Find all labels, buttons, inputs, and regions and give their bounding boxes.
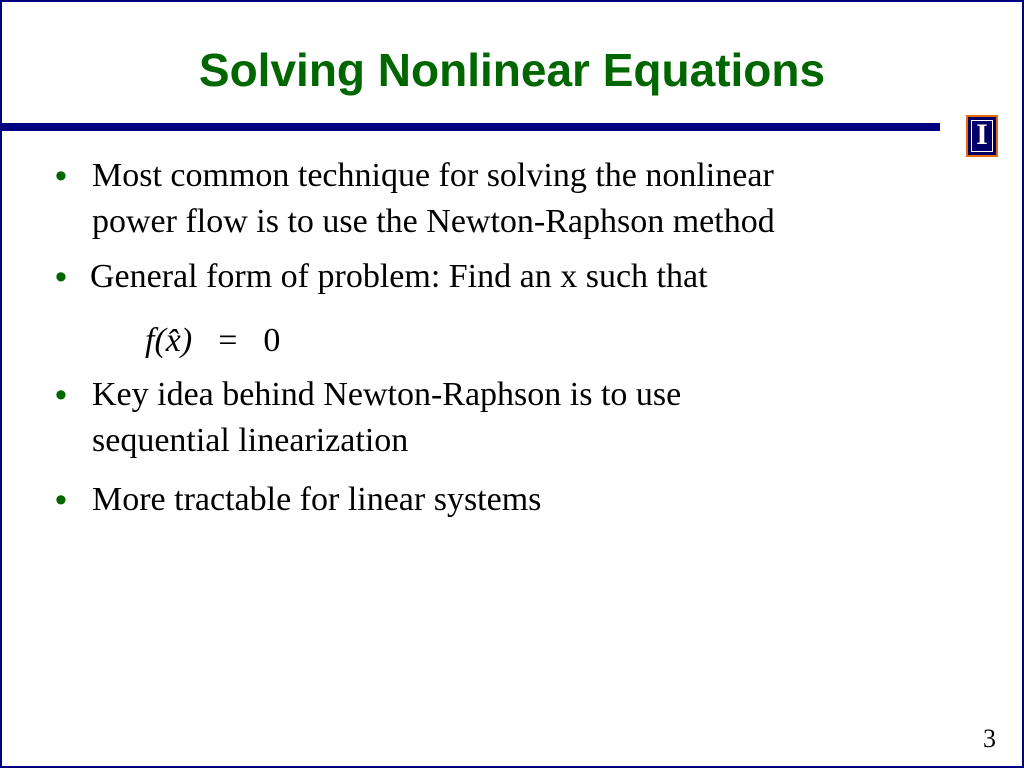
logo-letter: I xyxy=(976,118,988,151)
slide-title: Solving Nonlinear Equations xyxy=(198,44,826,96)
bullet-line: General form of problem: Find an x such that xyxy=(90,258,708,295)
title-divider xyxy=(2,123,940,131)
bullet-dot-icon: • xyxy=(55,376,67,414)
equation-operator: = xyxy=(218,322,238,359)
equation-lhs: f(x̂) xyxy=(145,322,193,359)
bullet-dot-icon: • xyxy=(55,481,67,519)
bullet-text xyxy=(92,153,775,245)
bullet-text xyxy=(90,254,708,300)
bullet-line: power flow is to use the Newton-Raphson method xyxy=(92,203,775,240)
bullet-dot-icon: • xyxy=(55,157,67,195)
bullet-line: Key idea behind Newton-Raphson is to use xyxy=(92,376,682,413)
bullet-text xyxy=(92,477,541,523)
equation xyxy=(145,318,280,364)
university-logo-icon xyxy=(966,115,998,157)
equation-rhs: 0 xyxy=(263,322,281,359)
bullet-line: Most common technique for solving the nonlinear xyxy=(92,157,774,194)
bullet-text xyxy=(92,372,681,464)
bullet-dot-icon: • xyxy=(55,258,67,296)
bullet-line: More tractable for linear systems xyxy=(92,481,542,518)
page-number: 3 xyxy=(983,724,996,753)
bullet-line: sequential linearization xyxy=(92,422,409,459)
